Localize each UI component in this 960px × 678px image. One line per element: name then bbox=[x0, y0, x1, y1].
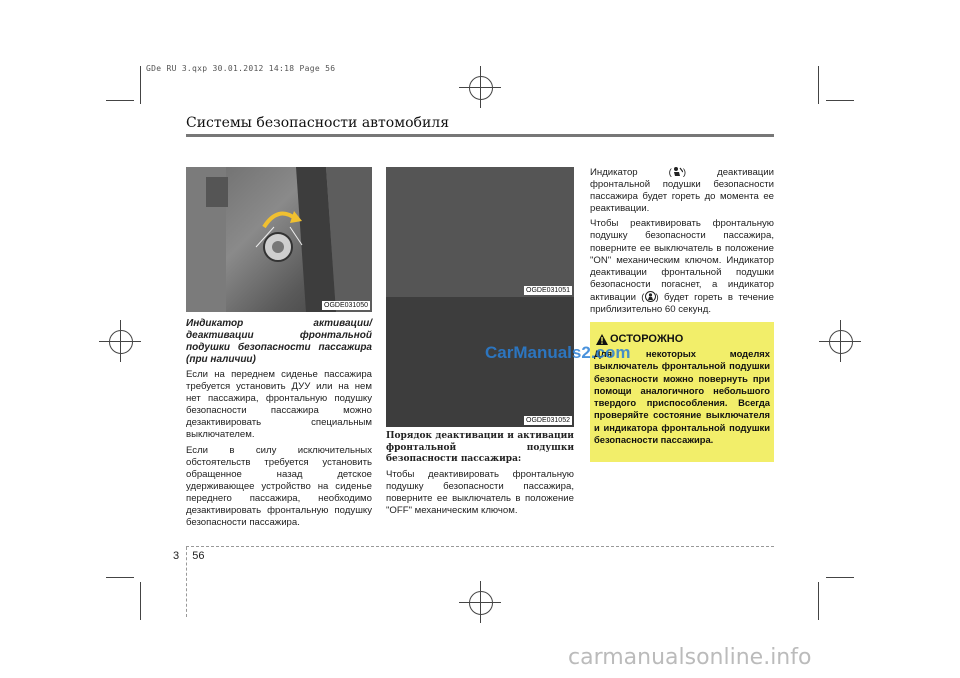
column-1 bbox=[186, 318, 372, 532]
print-slug: GDe RU 3.qxp 30.01.2012 14:18 Page 56 bbox=[146, 64, 336, 73]
warning-title: ОСТОРОЖНО bbox=[610, 333, 684, 345]
column-3-paragraph: Чтобы реактивировать фронтальную подушку безопасности пассажира, поверните ее выключатель в положение "ON" механическим ключом. Индикатор деактивации фронтальной подушки безопасности погаснет, а индикатор активации ( ) будет гореть в течение приблизительно 60 секунд. bbox=[590, 218, 774, 316]
warning-text: Для некоторых моделях выключатель фронтальной подушки безопасности можно повернуть при помощи аналогичного небольшого твердого приспособления. Всегда проверяйте состояние выключателя и индикатора фронтальной подушки безопасности пассажира. bbox=[594, 348, 770, 446]
airbag-switch-photo bbox=[186, 167, 372, 312]
watermark: CarManuals2.com bbox=[485, 343, 631, 362]
column-3-paragraph: Индикатор ( ) деактивации фронтальной подушки безопасности пассажира будет гореть до момента ее реактивации. bbox=[590, 167, 774, 215]
page-number-value: 56 bbox=[192, 550, 205, 562]
indicator-photo-top bbox=[386, 167, 574, 297]
photo-code: OGDE031051 bbox=[526, 287, 570, 294]
photo-code: OGDE031052 bbox=[526, 417, 570, 424]
section-title: Системы безопасности автомобиля bbox=[186, 115, 450, 131]
airbag-off-indicator-icon bbox=[672, 166, 683, 177]
photo-code: OGDE031050 bbox=[324, 302, 368, 309]
page-number bbox=[173, 550, 205, 562]
column-1-paragraph: Если на переднем сиденье пассажира требуется установить ДУУ или на нем нет пассажира, фронтальную подушку безопасности пассажира можно дезактивировать специальным выключателем. bbox=[186, 369, 372, 441]
column-1-heading: Индикатор активации/ деактивации фронтальной подушки безопасности пассажира (при наличии) bbox=[186, 318, 372, 365]
chapter-number: 3 bbox=[173, 550, 180, 562]
column-3 bbox=[590, 166, 774, 319]
airbag-on-indicator-icon bbox=[645, 291, 656, 302]
column-2-heading: Порядок деактивации и активации фронтальной подушки безопасности пассажира: bbox=[386, 431, 574, 464]
airbag-switch-illustration bbox=[186, 167, 372, 312]
footer-rule bbox=[186, 546, 774, 547]
bottom-brand: carmanualsonline.info bbox=[568, 645, 812, 670]
column-1-paragraph: Если в силу исключительных обстоятельств требуется установить обращенное назад детское удерживающее устройство на сиденье переднего пассажира, необходимо дезактивировать фронтальную подушку безопасности пассажира. bbox=[186, 444, 372, 529]
column-2 bbox=[386, 431, 574, 520]
column-2-paragraph: Чтобы деактивировать фронтальную подушку безопасности пассажира, поверните ее выключатель в положение "OFF" механическим ключом. bbox=[386, 468, 574, 516]
title-rule bbox=[186, 134, 774, 137]
